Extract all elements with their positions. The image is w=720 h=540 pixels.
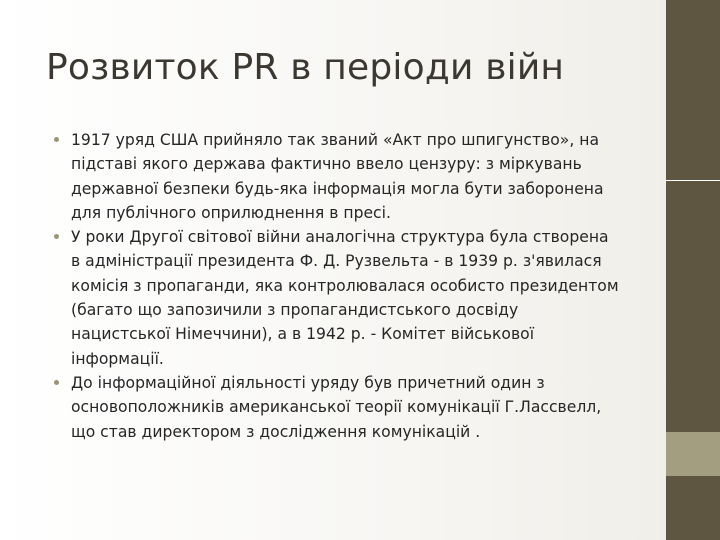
bullet-icon — [54, 380, 59, 385]
bullet-text: 1917 уряд США прийняло так званий «Акт про шпигунство», на підставі якого держава фактично ввело цензуру: з міркувань державної безпеки будь-яка інформація могла бути заборонена для публічного оприлюднення в пресі. — [71, 131, 604, 222]
bullet-item — [51, 225, 621, 371]
bullet-item — [51, 128, 621, 225]
sidebar-divider — [666, 180, 720, 181]
bullet-icon — [54, 137, 59, 142]
bullet-text: У роки Другої світової війни аналогічна структура була створена в адміністрації президента Ф. Д. Рузвельта - в 1939 р. з'явилася комісія з пропаганди, яка контролювалася особисто президентом (багато що запозичили з пропагандистського досвіду нацистської Німеччини), а в 1942 р. - Комітет військової інформації. — [71, 228, 619, 368]
bullet-item — [51, 371, 621, 444]
accent-block — [666, 432, 720, 476]
slide-title: Розвиток PR в періоди війн — [46, 47, 565, 88]
bullet-icon — [54, 234, 59, 239]
bullet-list — [51, 128, 621, 444]
bullet-text: До інформаційної діяльності уряду був причетний один з основоположників американської теорії комунікації Г.Лассвелл, що став директором з дослідження комунікацій . — [71, 373, 602, 441]
